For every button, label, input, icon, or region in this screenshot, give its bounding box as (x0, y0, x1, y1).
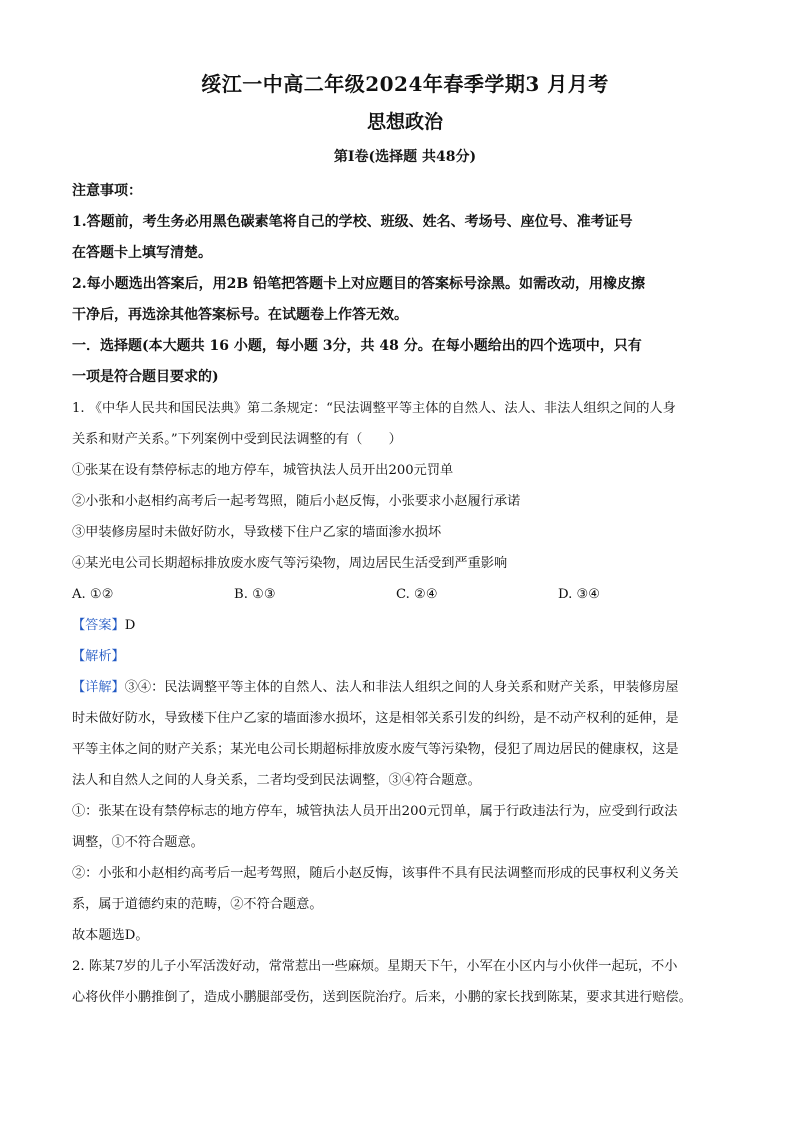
q1-options (72, 579, 738, 610)
part-one-heading (72, 331, 738, 393)
q1-item-4: ④某光电公司长期超标排放废水废气等污染物，周边居民生活受到严重影响 (72, 556, 508, 571)
q2-stem-line-1: 2. 陈某7岁的儿子小军活泼好动，常常惹出一些麻烦。星期天下午，小军在小区内与小伙伴一起玩，不小 (72, 959, 678, 974)
q1-detail-line-2: 时未做好防水，导致楼下住户乙家的墙面渗水损坏，这是相邻关系引发的纠纷，是不动产权利的延伸，是 (72, 711, 679, 726)
q1-answer-value: D (124, 618, 136, 633)
analysis-tag: 【解析】 (72, 649, 125, 664)
q1-reason-2-line-2: 系，属于道德约束的范畴，②不符合题意。 (72, 897, 323, 912)
q1-reason-1-line-1: ①：张某在设有禁停标志的地方停车，城管执法人员开出200元罚单，属于行政违法行为，应受到行政法 (72, 804, 678, 819)
note-1-line-1: 1.答题前，考生务必用黑色碳素笔将自己的学校、班级、姓名、考场号、座位号、准考证号 (72, 214, 633, 230)
part-one-line-1: 一．选择题(本大题共 16 小题，每小题 3分，共 48 分。在每小题给出的四个选项中，只有 (72, 338, 642, 354)
q1-detail-line-1 (72, 672, 738, 703)
q1-answer-line (72, 610, 738, 641)
q1-detail-text-1: ③④：民法调整平等主体的自然人、法人和非法人组织之间的人身关系和财产关系，甲装修房屋 (124, 680, 679, 695)
notes-block (72, 176, 738, 331)
q1-option-c: C. ②④ (396, 587, 438, 602)
q1-item-1: ①张某在设有禁停标志的地方停车，城管执法人员开出200元罚单 (72, 463, 454, 478)
section-title: 第Ⅰ卷(选择题 共48分) (333, 149, 477, 165)
q1-item-2: ②小张和小赵相约高考后一起考驾照，随后小赵反悔，小张要求小赵履行承诺 (72, 494, 521, 509)
question-1 (72, 393, 738, 951)
exam-title: 绥江一中高二年级2024年春季学期3 月月考 (201, 72, 609, 96)
q1-reason-1-line-2: 调整，①不符合题意。 (72, 835, 204, 850)
q1-item-3: ③甲装修房屋时未做好防水，导致楼下住户乙家的墙面渗水损坏 (72, 525, 442, 540)
question-2 (72, 951, 738, 1013)
q1-stem-line-1: 1. 《中华人民共和国民法典》第二条规定：“民法调整平等主体的自然人、法人、非法人组织之间的人身 (72, 401, 676, 416)
notes-heading: 注意事项： (72, 183, 142, 199)
note-1-line-2: 在答题卡上填写清楚。 (72, 245, 212, 261)
q1-conclusion: 故本题选D。 (72, 928, 149, 943)
q2-stem-line-2: 心将伙伴小鹏推倒了，造成小鹏腿部受伤，送到医院治疗。后来，小鹏的家长找到陈某，要求其进行赔偿。 (72, 990, 692, 1005)
q1-analysis-line (72, 641, 738, 672)
q1-reason-2-line-1: ②：小张和小赵相约高考后一起考驾照，随后小赵反悔，该事件不具有民法调整而形成的民事权利义务关 (72, 866, 679, 881)
subject-title: 思想政治 (366, 111, 443, 133)
note-2-line-1: 2.每小题选出答案后，用2B 铅笔把答题卡上对应题目的答案标号涂黑。如需改动，用橡皮擦 (72, 276, 646, 292)
q1-option-a: A. ①② (72, 587, 114, 602)
q1-detail-line-3: 平等主体之间的财产关系；某光电公司长期超标排放废水废气等污染物，侵犯了周边居民的健康权，这是 (72, 742, 679, 757)
q1-option-d: D. ③④ (558, 587, 601, 602)
q1-option-b: B. ①③ (234, 587, 276, 602)
part-one-line-2: 一项是符合题目要求的) (72, 369, 219, 385)
q1-stem-line-2: 关系和财产关系。”下列案例中受到民法调整的有（ ） (72, 432, 402, 447)
detail-tag: 【详解】 (72, 680, 125, 695)
note-2-line-2: 干净后，再选涂其他答案标号。在试题卷上作答无效。 (72, 307, 408, 323)
q1-detail-line-4: 法人和自然人之间的人身关系，二者均受到民法调整，③④符合题意。 (72, 773, 481, 788)
answer-tag: 【答案】 (72, 618, 125, 633)
